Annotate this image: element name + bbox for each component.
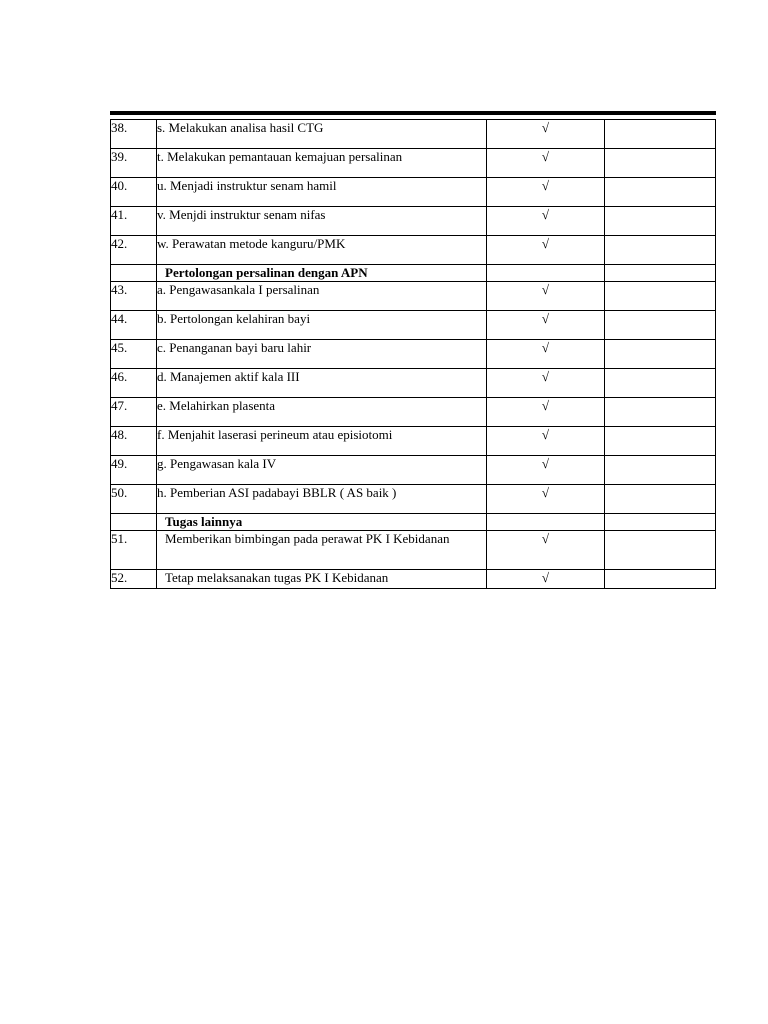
check-mark: √: [487, 236, 605, 265]
empty-cell: [111, 514, 157, 531]
check-mark: √: [487, 369, 605, 398]
empty-cell: [605, 369, 716, 398]
row-number: 49.: [111, 456, 157, 485]
row-number: 47.: [111, 398, 157, 427]
empty-cell: [605, 265, 716, 282]
row-number: 52.: [111, 570, 157, 589]
check-mark: √: [487, 120, 605, 149]
table-row: [111, 311, 716, 340]
row-description: a. Pengawasankala I persalinan: [157, 282, 487, 311]
section-heading: Pertolongan persalinan dengan APN: [157, 265, 487, 282]
row-description: Tetap melaksanakan tugas PK I Kebidanan: [157, 570, 487, 589]
table-row: [111, 485, 716, 514]
empty-cell: [605, 236, 716, 265]
table-row: [111, 236, 716, 265]
empty-cell: [605, 456, 716, 485]
empty-cell: [605, 340, 716, 369]
competency-checklist-table: [110, 119, 716, 589]
row-number: 40.: [111, 178, 157, 207]
table-row: [111, 340, 716, 369]
row-number: 44.: [111, 311, 157, 340]
table-row: [111, 282, 716, 311]
check-mark: √: [487, 282, 605, 311]
check-mark: √: [487, 531, 605, 570]
empty-cell: [605, 149, 716, 178]
check-mark: √: [487, 311, 605, 340]
table-row: [111, 369, 716, 398]
check-mark: √: [487, 570, 605, 589]
empty-cell: [605, 531, 716, 570]
empty-cell: [605, 120, 716, 149]
row-number: 38.: [111, 120, 157, 149]
empty-cell: [605, 570, 716, 589]
row-description: d. Manajemen aktif kala III: [157, 369, 487, 398]
check-mark: √: [487, 207, 605, 236]
empty-cell: [605, 427, 716, 456]
table-row: [111, 120, 716, 149]
check-mark: √: [487, 427, 605, 456]
check-mark: √: [487, 398, 605, 427]
row-description: g. Pengawasan kala IV: [157, 456, 487, 485]
table-row: [111, 570, 716, 589]
table-row: [111, 456, 716, 485]
row-description: w. Perawatan metode kanguru/PMK: [157, 236, 487, 265]
table-row: [111, 207, 716, 236]
row-description: t. Melakukan pemantauan kemajuan persalinan: [157, 149, 487, 178]
row-description: s. Melakukan analisa hasil CTG: [157, 120, 487, 149]
row-number: 45.: [111, 340, 157, 369]
section-heading-row: [111, 265, 716, 282]
table-row: [111, 531, 716, 570]
row-description: f. Menjahit laserasi perineum atau episiotomi: [157, 427, 487, 456]
top-double-rule: [110, 111, 716, 115]
row-description: u. Menjadi instruktur senam hamil: [157, 178, 487, 207]
empty-cell: [605, 207, 716, 236]
empty-cell: [111, 265, 157, 282]
row-number: 42.: [111, 236, 157, 265]
row-description: Memberikan bimbingan pada perawat PK I Kebidanan: [157, 531, 487, 570]
check-mark: √: [487, 485, 605, 514]
row-number: 51.: [111, 531, 157, 570]
empty-cell: [605, 282, 716, 311]
row-number: 50.: [111, 485, 157, 514]
check-mark: √: [487, 340, 605, 369]
row-description: v. Menjdi instruktur senam nifas: [157, 207, 487, 236]
row-number: 39.: [111, 149, 157, 178]
section-heading: Tugas lainnya: [157, 514, 487, 531]
row-number: 46.: [111, 369, 157, 398]
empty-cell: [487, 514, 605, 531]
row-number: 48.: [111, 427, 157, 456]
row-description: c. Penanganan bayi baru lahir: [157, 340, 487, 369]
check-mark: √: [487, 149, 605, 178]
row-number: 43.: [111, 282, 157, 311]
empty-cell: [605, 398, 716, 427]
check-mark: √: [487, 178, 605, 207]
table-row: [111, 427, 716, 456]
check-mark: √: [487, 456, 605, 485]
row-description: h. Pemberian ASI padabayi BBLR ( AS baik ): [157, 485, 487, 514]
empty-cell: [605, 311, 716, 340]
empty-cell: [605, 514, 716, 531]
empty-cell: [605, 178, 716, 207]
empty-cell: [487, 265, 605, 282]
row-description: e. Melahirkan plasenta: [157, 398, 487, 427]
table-row: [111, 149, 716, 178]
section-heading-row: [111, 514, 716, 531]
table-row: [111, 178, 716, 207]
empty-cell: [605, 485, 716, 514]
row-description: b. Pertolongan kelahiran bayi: [157, 311, 487, 340]
table-row: [111, 398, 716, 427]
row-number: 41.: [111, 207, 157, 236]
